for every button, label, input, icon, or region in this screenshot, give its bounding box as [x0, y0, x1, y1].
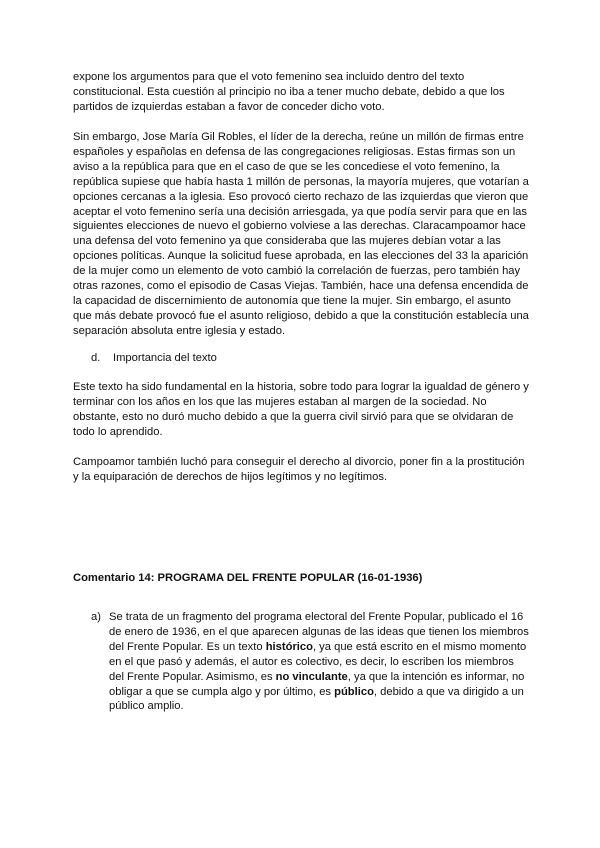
- text-line: público amplio.: [109, 700, 184, 713]
- text-line: todo lo aprendido.: [73, 425, 163, 438]
- text-run: del Frente Popular. Asimismo, es: [109, 670, 276, 683]
- text-line: Campoamor también luchó para conseguir el derecho al divorcio, poner fin a la prostitución: [73, 456, 525, 468]
- text-line: aviso a la república para que en el caso de que se les concediese el voto femenino, la: [73, 160, 500, 173]
- text-line: la capacidad de discernimiento de autonomía que tiene la mujer. Sin embargo, el asunto: [73, 294, 511, 307]
- text-line: [109, 640, 539, 655]
- text-line: y la equiparación de derechos de hijos legítimos y no legítimos.: [73, 470, 388, 483]
- text-line: opciones cercanas a la iglesia. Eso provocó cierto rechazo de las izquierdas que vieron que: [73, 190, 529, 203]
- text-line: [109, 670, 539, 685]
- text-line: en el que pasó y además, el autor es colectivo, es decir, lo escriben los miembros: [109, 655, 514, 668]
- text-line: obstante, esto no duró mucho debido a que la guerra civil sirvió para que se olvidaran de: [73, 410, 514, 423]
- text-line: partidos de izquierdas estaban a favor de conceder dicho voto.: [73, 100, 385, 113]
- paragraph-voto-argumentos: [73, 70, 533, 115]
- text-run: , ya que está escrito en el mismo momento: [312, 640, 527, 653]
- list-item-body: [109, 610, 539, 714]
- text-run: , debido a que va dirigido a un: [373, 685, 524, 698]
- text-line: separación absoluta entre iglesia y estado.: [73, 324, 286, 337]
- bold-term-publico: público: [334, 685, 374, 698]
- text-line: españoles y españolas en defensa de las congregaciones religiosas. Estas firmas son un: [73, 145, 516, 158]
- text-line: que más debate provocó fue el asunto religioso, debido a que la constitución establecía una: [73, 309, 529, 322]
- text-line: opciones políticas. Aunque la solicitud fuese aprobada, en las elecciones del 33 la aparición: [73, 250, 529, 263]
- text-line: Este texto ha sido fundamental en la historia, sobre todo para lograr la igualdad de género y: [73, 381, 529, 393]
- bold-term-historico: histórico: [265, 640, 313, 653]
- paragraph-campoamor: [73, 455, 533, 485]
- paragraph-importancia: [73, 380, 533, 440]
- text-run: obligar a que se cumpla algo y por último, es: [109, 685, 335, 698]
- text-line: otras razones, como el episodio de Casas Viejas. También, hace una defensa encendida de: [73, 280, 529, 293]
- paragraph-gil-robles: [73, 130, 533, 339]
- text-line: Se trata de un fragmento del programa electoral del Frente Popular, publicado el 16: [109, 611, 524, 623]
- text-run: , ya que la intención es informar, no: [347, 670, 525, 683]
- bold-term-no-vinculante: no vinculante: [275, 670, 348, 683]
- list-marker: a): [91, 611, 101, 623]
- section-heading-importancia: [91, 352, 217, 364]
- text-line: aceptar el voto femenino sería una decisión arriesgada, ya que podía servir para que en las: [73, 205, 527, 218]
- text-line: de la mujer como un elemento de voto cambió la correlación de fuerzas, pero también hay: [73, 265, 521, 278]
- text-line: constitucional. Esta cuestión al principio no iba a tener mucho debate, debido a que los: [73, 85, 505, 98]
- text-line: expone los argumentos para que el voto femenino sea incluido dentro del texto: [73, 71, 465, 83]
- section-heading-text: Importancia del texto: [113, 352, 217, 364]
- text-line: república supiese que había hasta 1 millón de personas, la mayoría mujeres, que votarían a: [73, 175, 529, 188]
- text-line: siguientes elecciones de nuevo el gobierno volviese a las derechas. Claracampoamor hace: [73, 220, 526, 233]
- text-line: [109, 685, 539, 700]
- text-line: terminar con los años en los que las mujeres estaban al margen de la sociedad. No: [73, 395, 487, 408]
- text-line: una defensa del voto femenino ya que consideraba que las mujeres debían votar a las: [73, 235, 501, 248]
- list-marker: d.: [91, 352, 101, 364]
- commentary-title: Comentario 14: PROGRAMA DEL FRENTE POPULAR (16-01-1936): [73, 572, 423, 584]
- text-line: Sin embargo, Jose María Gil Robles, el líder de la derecha, reúne un millón de firmas entre: [73, 131, 524, 143]
- text-run: del Frente Popular. Es un texto: [109, 640, 266, 653]
- text-line: de enero de 1936, en el que aparecen algunas de las ideas que tienen los miembros: [109, 625, 529, 638]
